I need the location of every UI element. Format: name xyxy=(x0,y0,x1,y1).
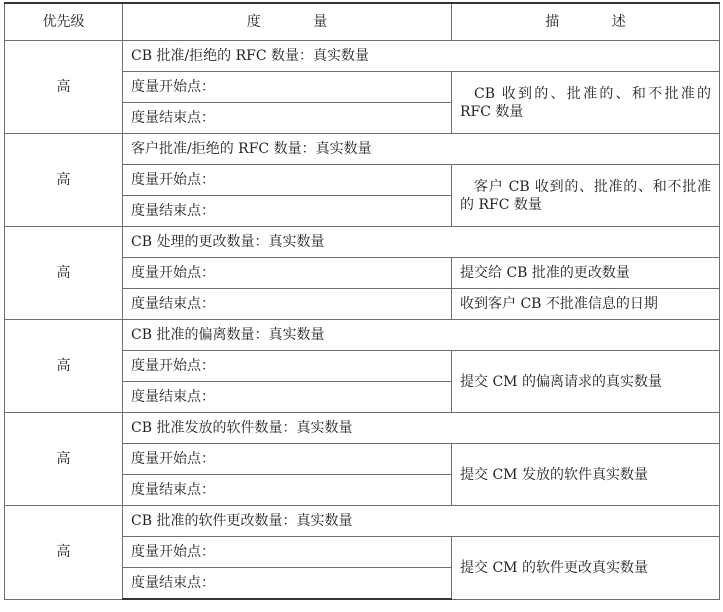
metric-end-label: 度量结束点： xyxy=(123,103,452,134)
header-description: 描 述 xyxy=(452,3,720,41)
priority-cell: 高 xyxy=(5,227,123,320)
table-row xyxy=(5,413,720,444)
table-row xyxy=(5,227,720,258)
metric-start-label: 度量开始点： xyxy=(123,72,452,103)
metric-start-label: 度量开始点： xyxy=(123,537,452,568)
table-row xyxy=(5,41,720,72)
metric-title: CB 批准发放的软件数量：真实数量 xyxy=(123,413,720,444)
priority-cell: 高 xyxy=(5,506,123,600)
header-row xyxy=(5,3,720,41)
metric-description: 提交 CM 的软件更改真实数量 xyxy=(452,537,720,600)
metric-end-label: 度量结束点： xyxy=(123,196,452,227)
metric-end-label: 度量结束点： xyxy=(123,382,452,413)
table-row xyxy=(5,506,720,537)
metric-description-end: 收到客户 CB 不批准信息的日期 xyxy=(452,289,720,320)
metric-start-label: 度量开始点： xyxy=(123,444,452,475)
metric-end-label: 度量结束点： xyxy=(123,568,452,600)
metric-start-label: 度量开始点： xyxy=(123,165,452,196)
priority-cell: 高 xyxy=(5,41,123,134)
header-metric: 度 量 xyxy=(123,3,452,41)
metric-start-label: 度量开始点： xyxy=(123,351,452,382)
table-row xyxy=(5,320,720,351)
metric-description: 客户 CB 收到的、批准的、和不批准的 RFC 数量 xyxy=(452,165,720,227)
priority-cell: 高 xyxy=(5,320,123,413)
metric-title: CB 批准的软件更改数量：真实数量 xyxy=(123,506,720,537)
metric-title: CB 批准/拒绝的 RFC 数量：真实数量 xyxy=(123,41,720,72)
priority-cell: 高 xyxy=(5,413,123,506)
header-priority: 优先级 xyxy=(5,3,123,41)
priority-cell: 高 xyxy=(5,134,123,227)
metric-title: 客户批准/拒绝的 RFC 数量：真实数量 xyxy=(123,134,720,165)
metric-end-label: 度量结束点： xyxy=(123,289,452,320)
metric-description: 提交 CM 发放的软件真实数量 xyxy=(452,444,720,506)
metric-title: CB 处理的更改数量：真实数量 xyxy=(123,227,720,258)
table-row xyxy=(5,134,720,165)
metric-description-start: 提交给 CB 批准的更改数量 xyxy=(452,258,720,289)
metric-description: 提交 CM 的偏离请求的真实数量 xyxy=(452,351,720,413)
metrics-table xyxy=(4,2,720,600)
metric-title: CB 批准的偏离数量：真实数量 xyxy=(123,320,720,351)
metric-start-label: 度量开始点： xyxy=(123,258,452,289)
metric-end-label: 度量结束点： xyxy=(123,475,452,506)
metric-description: CB 收到的、批准的、和不批准的 RFC 数量 xyxy=(452,72,720,134)
